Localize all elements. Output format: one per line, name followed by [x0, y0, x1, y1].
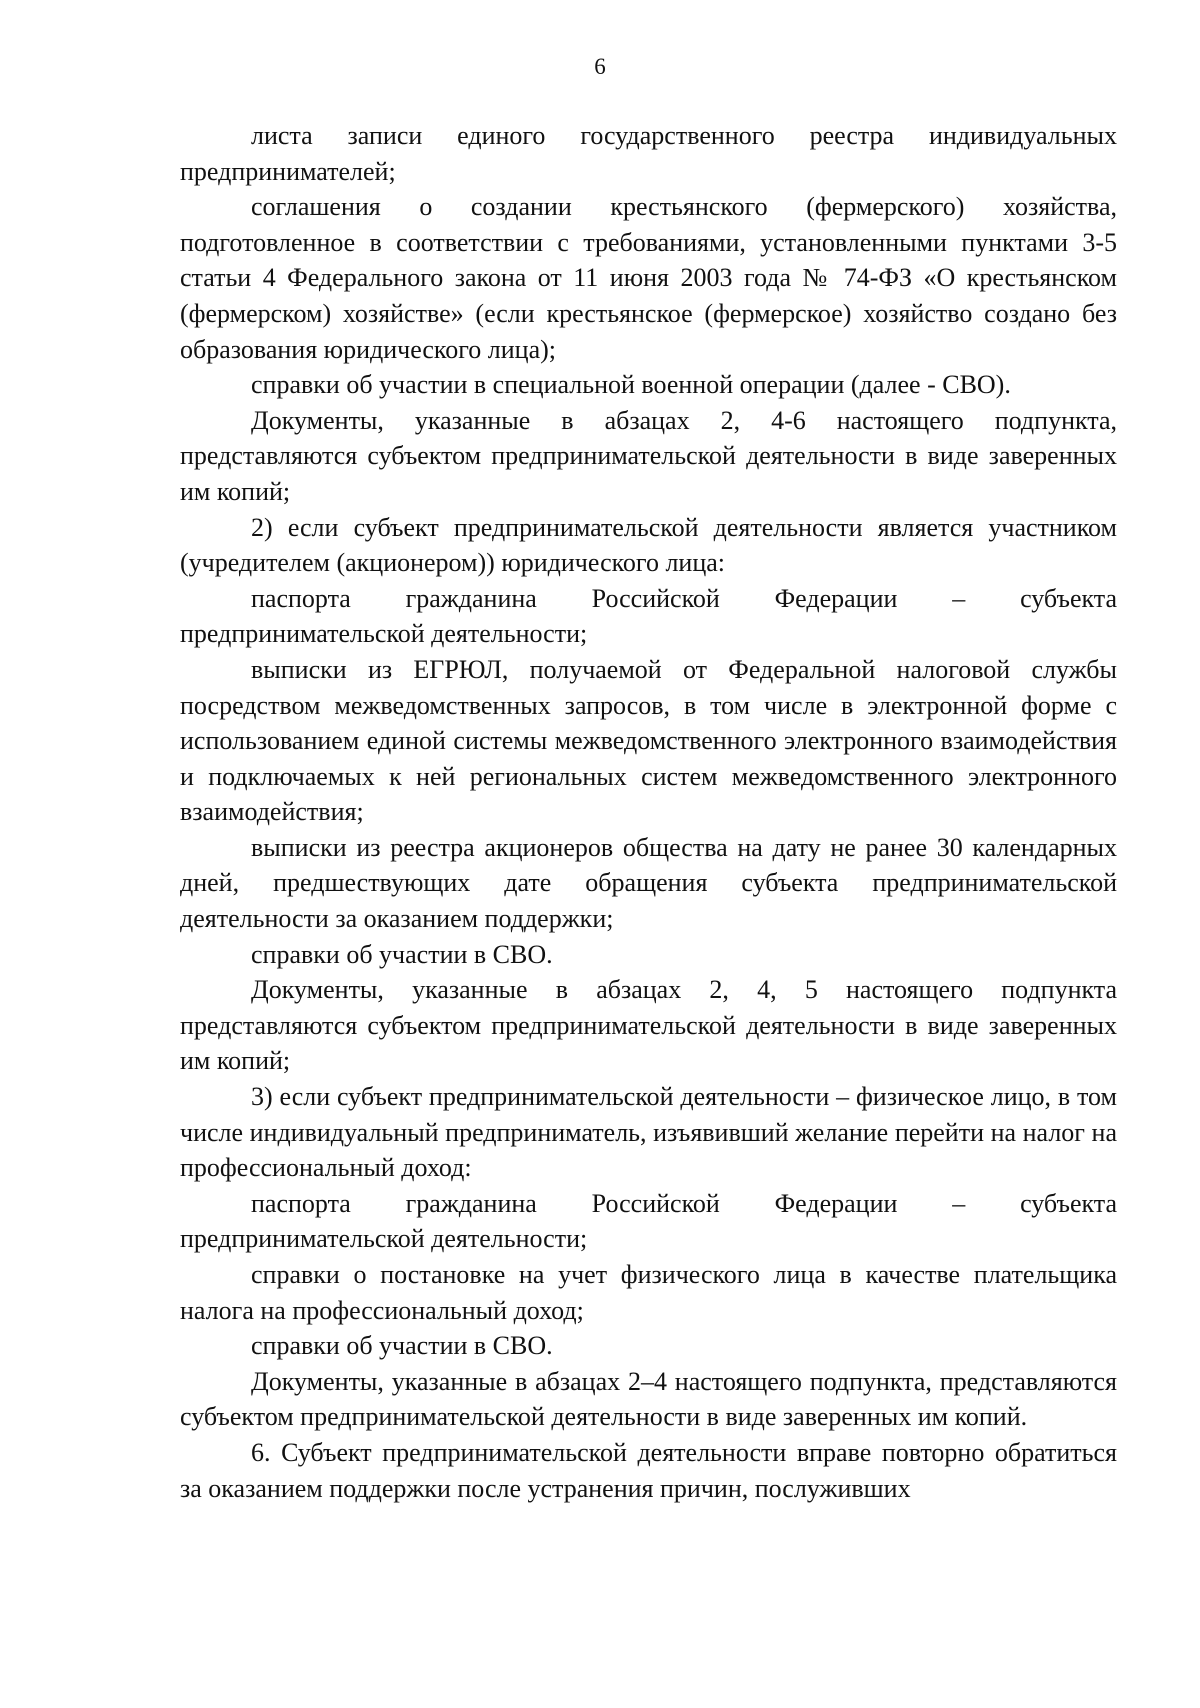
paragraph-svo-certificate-3: справки об участии в СВО.: [251, 1331, 553, 1361]
document-body: [180, 118, 1117, 1506]
paragraph-passport-1: паспорта гражданина Российской Федерации – субъекта предпринимательской деятельности;: [180, 583, 1117, 649]
paragraph-documents-copies-2: Документы, указанные в абзацах 2, 4, 5 настоящего подпункта представляются субъектом предпринимательской деятельности в виде заверенных им копий;: [180, 975, 1117, 1076]
page-number: 6: [594, 54, 606, 79]
paragraph-documents-copies-1: Документы, указанные в абзацах 2, 4-6 настоящего подпункта, представляются субъектом предпринимательской деятельности в виде заверенных им копий;: [180, 405, 1117, 506]
paragraph-passport-2: паспорта гражданина Российской Федерации – субъекта предпринимательской деятельности;: [180, 1188, 1117, 1254]
paragraph-egrip-sheet: листа записи единого государственного реестра индивидуальных предпринимателей;: [180, 121, 1117, 186]
paragraph-subpoint-3: 3) если субъект предпринимательской деятельности – физическое лицо, в том числе индивидуальный предприниматель, изъявивший желание перейти на налог на профессиональный доход:: [180, 1082, 1117, 1183]
paragraph-egrul-extract: выписки из ЕГРЮЛ, получаемой от Федеральной налоговой службы посредством межведомственных запросов, в том числе в электронной форме с использованием единой системы межведомственного электронного взаимодействия и подключаемых к ней региональных систем межведомственного электронного взаимодействия;: [180, 654, 1117, 827]
paragraph-svo-certificate: справки об участии в специальной военной операции (далее - СВО).: [251, 370, 1011, 400]
paragraph-tax-registration: справки о постановке на учет физического лица в качестве плательщика налога на профессиональный доход;: [180, 1260, 1117, 1325]
paragraph-svo-certificate-2: справки об участии в СВО.: [251, 939, 553, 969]
paragraph-point-6: 6. Субъект предпринимательской деятельности вправе повторно обратиться за оказанием поддержки после устранения причин, послуживших: [180, 1437, 1117, 1503]
paragraph-documents-copies-3: Документы, указанные в абзацах 2–4 настоящего подпункта, представляются субъектом предпринимательской деятельности в виде заверенных им копий.: [180, 1366, 1117, 1432]
paragraph-farm-agreement: соглашения о создании крестьянского (фермерского) хозяйства, подготовленное в соответствии с требованиями, установленными пунктами 3-5 статьи 4 Федерального закона от 11 июня 2003 года № 74-ФЗ «О крестьянском (фермерском) хозяйстве» (если крестьянское (фермерское) хозяйство создано без образования юридического лица);: [180, 192, 1117, 364]
paragraph-subpoint-2: 2) если субъект предпринимательской деятельности является участником (учредителем (акционером)) юридического лица:: [180, 512, 1117, 578]
paragraph-shareholders-register: выписки из реестра акционеров общества на дату не ранее 30 календарных дней, предшествующих дате обращения субъекта предпринимательской деятельности за оказанием поддержки;: [180, 832, 1117, 934]
